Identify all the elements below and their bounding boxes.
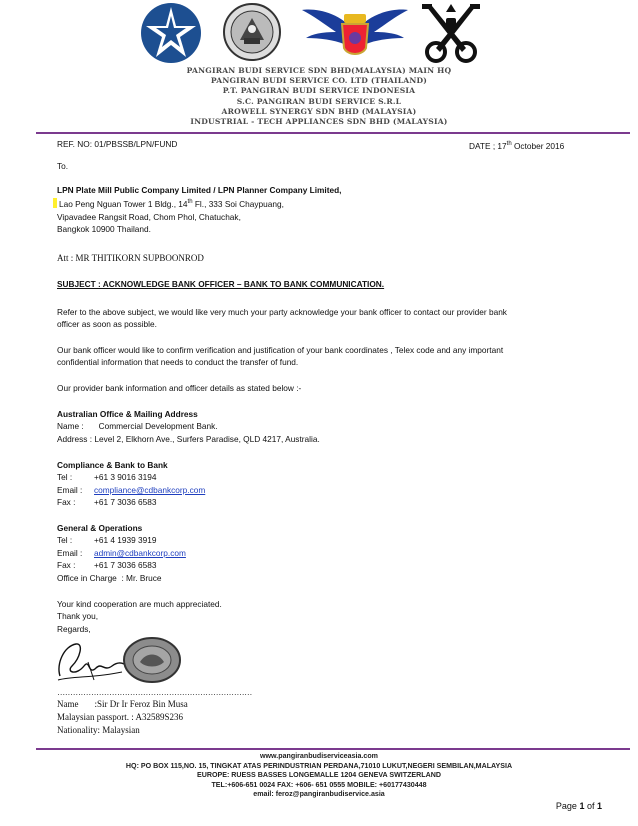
company-line: S.C. PANGIRAN BUDI SERVICE S.R.L (236, 96, 402, 106)
footer-rule (36, 748, 630, 750)
compliance-email-row: Email : compliance@cdbankcorp.com (57, 484, 206, 495)
general-email-link[interactable]: admin@cdbankcorp.com (94, 547, 186, 558)
paragraph-line: Refer to the above subject, we would like very much your party acknowledge your bank officer to contact our provider bank (57, 307, 507, 317)
address-line-2: Vipavadee Rangsit Road, Chom Phol, Chatuchak, (57, 211, 241, 222)
closing-line: Regards, (57, 623, 91, 634)
subject-line: SUBJECT : ACKNOWLEDGE BANK OFFICER – BANK TO BANK COMMUNICATION. (57, 279, 385, 289)
handwritten-signature (54, 636, 126, 686)
closing-line: Your kind cooperation are much appreciated. (57, 599, 222, 609)
paragraph-line: Our bank officer would like to confirm verification and justification of your bank coordinates , Telex code and any important (57, 345, 504, 355)
winged-crest-logo (300, 2, 410, 62)
compliance-block (57, 459, 597, 509)
paragraph-1 (57, 306, 597, 331)
paragraph-line: officer as soon as possible. (57, 319, 157, 330)
bank-name-row: Name : Commercial Development Bank. (57, 421, 218, 432)
letterhead-logos (0, 2, 638, 64)
header-rule (36, 132, 630, 134)
official-stamp (122, 636, 182, 684)
office-in-charge-row: Office in Charge : Mr. Bruce (57, 572, 162, 583)
paragraph-line: confidential information that needs to conduct the transfer of fund. (57, 357, 299, 368)
company-line: AROWELL SYNERGY SDN BHD (MALAYSIA) (221, 106, 417, 116)
salutation-to: To. (57, 161, 69, 171)
addressee-block (57, 184, 597, 235)
footer-website: www.pangiranbudiserviceasia.com (259, 752, 378, 760)
compliance-heading: Compliance & Bank to Bank (57, 460, 168, 470)
ref-row (57, 138, 597, 150)
general-tel-row: Tel : +61 4 1939 3919 (57, 535, 157, 546)
paragraph-3: Our provider bank information and officer details as stated below :- (57, 383, 302, 393)
general-operations-block (57, 522, 597, 584)
footer-hq-address: HQ: PO BOX 115,NO. 15, TINGKAT ATAS PERINDUSTRIAN PERDANA,71010 LUKUT,NEGERI SEMBILAN,MALAYSIA (125, 761, 513, 770)
attention-line: Att : MR THITIKORN SUPBOONROD (57, 253, 204, 263)
star-compass-logo (139, 2, 203, 64)
general-fax-row: Fax : +61 7 3036 6583 (57, 560, 157, 571)
footer-email: email: feroz@pangiranbudiservice.asia (253, 790, 385, 799)
compliance-tel-row: Tel : +61 3 9016 3194 (57, 472, 157, 483)
signer-passport: Malaysian passport. : A32589S236 (57, 711, 183, 722)
company-line: PANGIRAN BUDI SERVICE SDN BHD(MALAYSIA) MAIN HQ (186, 66, 452, 75)
signer-nationality: Nationality: Malaysian (57, 724, 140, 735)
letter-date: DATE ; 17th October 2016 (469, 140, 565, 151)
signer-name-row: Name :Sir Dr Ir Feroz Bin Musa (57, 699, 188, 709)
closing-line: Thank you, (57, 611, 99, 622)
reference-number: REF. NO: 01/PBSSB/LPN/FUND (57, 139, 178, 149)
bank-address-row: Address : Level 2, Elkhorn Ave., Surfers Paradise, QLD 4217, Australia. (57, 433, 320, 444)
addressee-company: LPN Plate Mill Public Company Limited / LPN Planner Company Limited, (57, 185, 342, 195)
company-line: P.T. PANGIRAN BUDI SERVICE INDONESIA (222, 86, 416, 96)
address-line-3: Bangkok 10900 Thailand. (57, 223, 151, 234)
footer-contact (0, 752, 638, 800)
address-line-1: Lao Peng Nguan Tower 1 Bldg., 14th Fl., 333 Soi Chaypuang, (53, 196, 597, 210)
federal-reserve-seal-logo (222, 2, 282, 62)
signature-dots: ………………………………………………………………… (57, 687, 252, 697)
paragraph-2 (57, 344, 597, 369)
highlight-mark (53, 198, 57, 208)
general-email-row: Email : admin@cdbankcorp.com (57, 547, 186, 558)
footer-europe-address: EUROPE: RUESS BASSES LONGEMALLE 1204 GENEVA SWITZERLAND (197, 771, 441, 780)
closing-block (57, 598, 597, 635)
compliance-fax-row: Fax : +61 7 3036 6583 (57, 497, 157, 508)
company-line: PANGIRAN BUDI SERVICE CO. LTD (THAILAND) (210, 76, 428, 86)
australian-office-block (57, 408, 597, 445)
general-operations-heading: General & Operations (57, 523, 143, 533)
page-number: Page 1 of 1 (555, 801, 602, 811)
company-line: INDUSTRIAL - TECH APPLIANCES SDN BHD (MALAYSIA) (190, 117, 448, 127)
footer-phone: TEL:+606-651 0024 FAX: +606- 651 0555 MOBILE: +60177430448 (211, 780, 427, 789)
signer-block (57, 698, 597, 736)
australian-office-heading: Australian Office & Mailing Address (57, 409, 198, 419)
crossed-keys-logo (418, 2, 484, 64)
compliance-email-link[interactable]: compliance@cdbankcorp.com (94, 484, 206, 495)
letterhead-company-names (0, 66, 638, 127)
